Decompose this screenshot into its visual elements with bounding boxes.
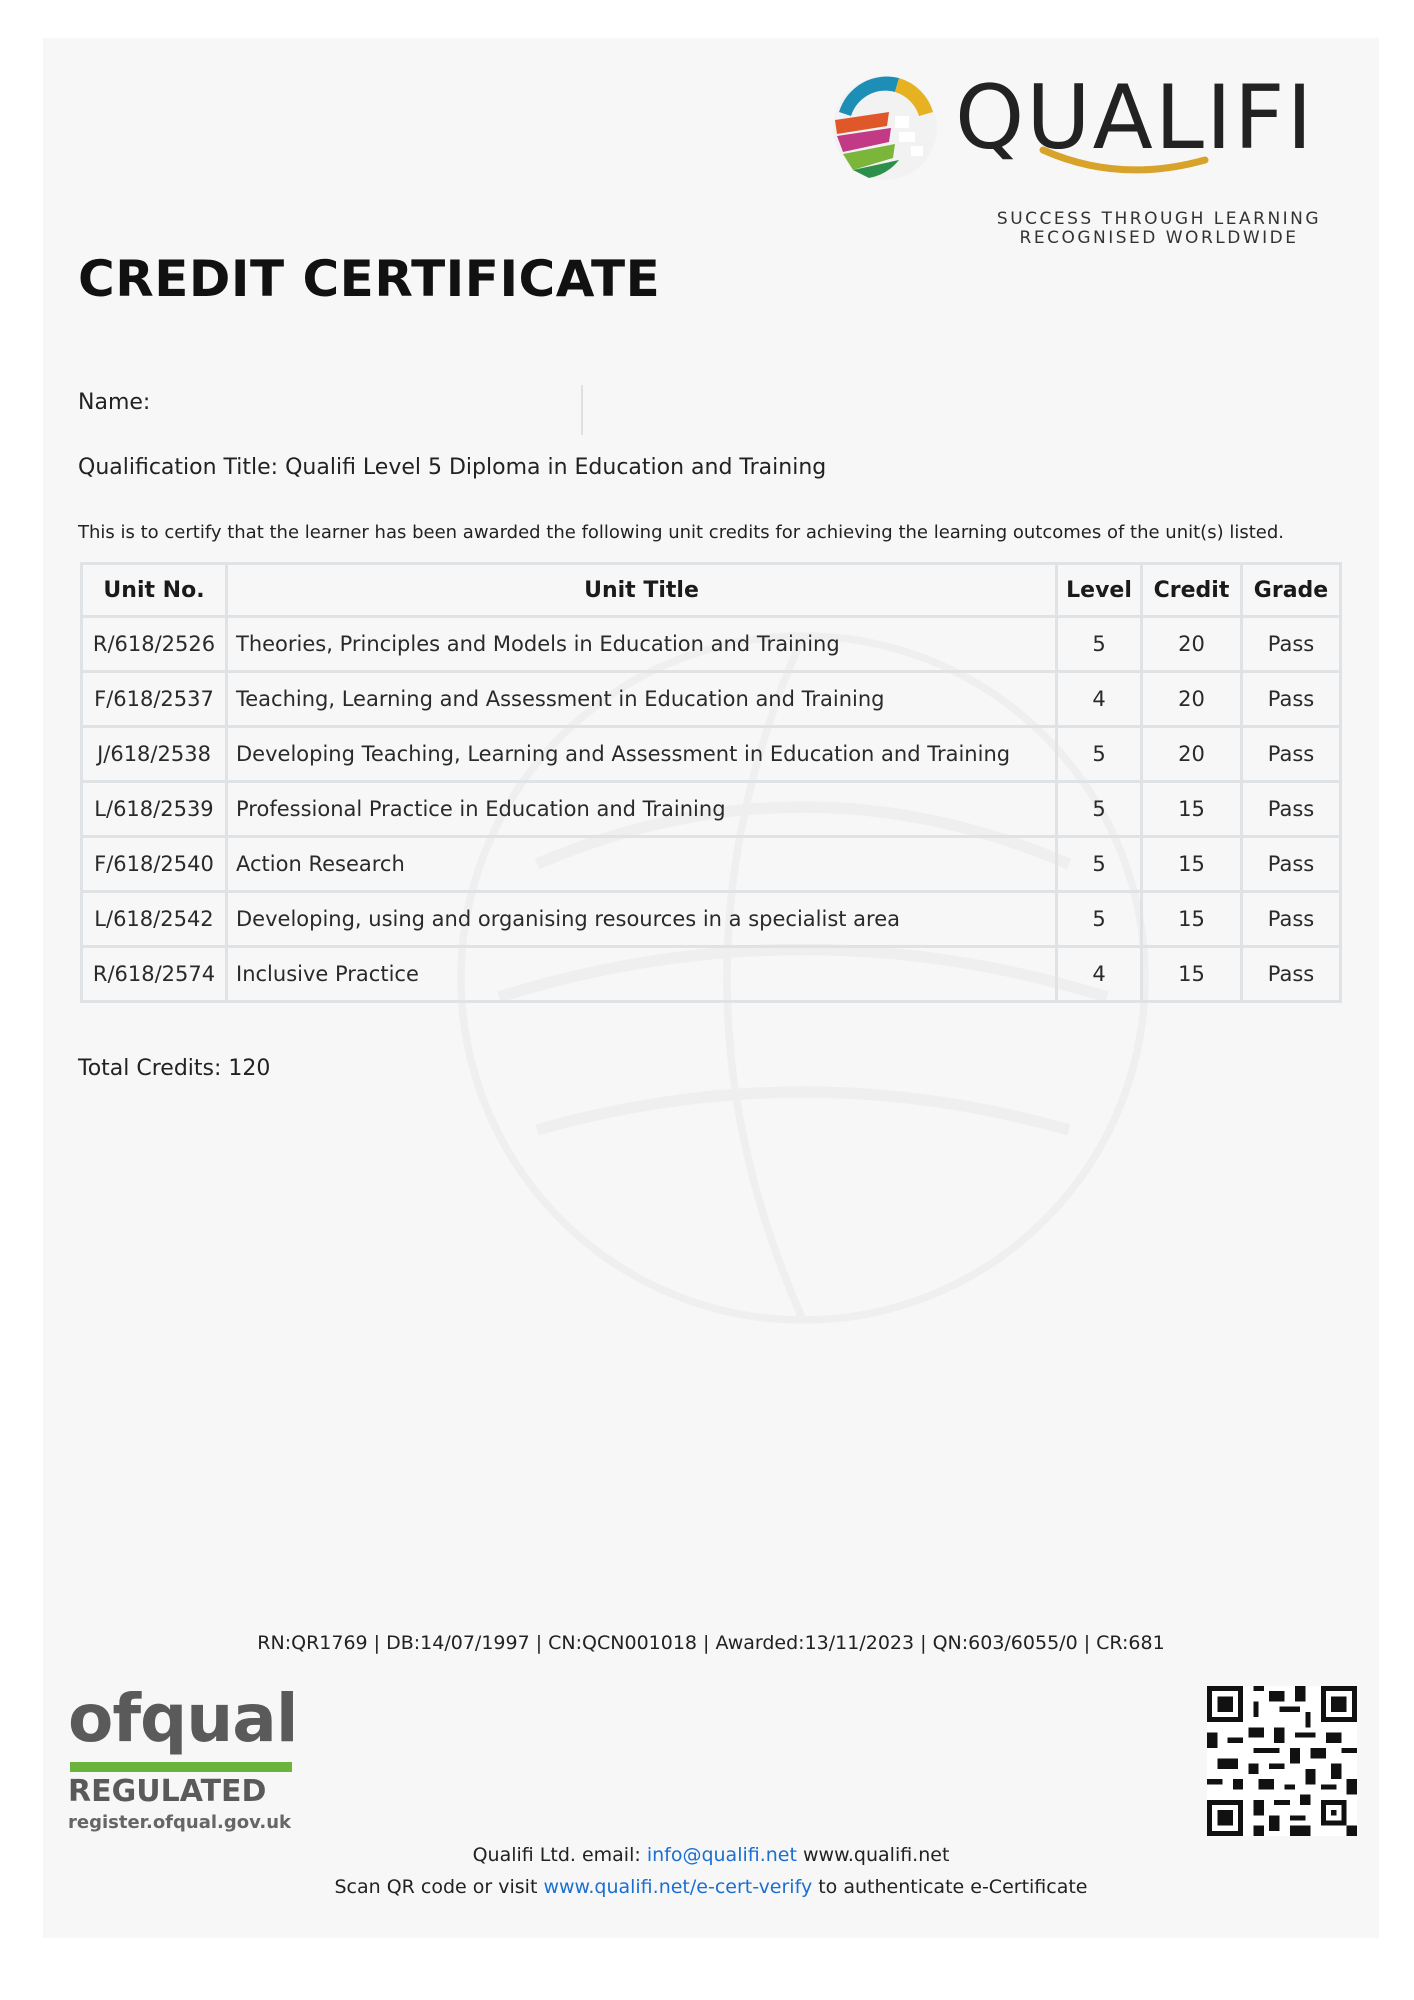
brand-swoosh	[1039, 142, 1209, 182]
level-cell: 4	[1057, 947, 1142, 1002]
qualification-label: Qualification Title:	[78, 455, 279, 480]
unit-title-cell: Teaching, Learning and Assessment in Education and Training	[227, 672, 1057, 727]
header-credit: Credit	[1142, 564, 1242, 617]
brand-name: QUALIFI	[955, 66, 1315, 169]
table-row	[82, 782, 1341, 837]
level-cell: 5	[1057, 727, 1142, 782]
level-cell: 5	[1057, 837, 1142, 892]
table-row	[82, 672, 1341, 727]
footer-verify	[43, 1876, 1379, 1898]
certification-statement: This is to certify that the learner has been awarded the following unit credits for achieving the learning outcomes of the unit(s) listed.	[78, 522, 1284, 543]
units-table	[80, 562, 1342, 1003]
name-field-divider	[581, 385, 583, 435]
table-row	[82, 727, 1341, 782]
name-label: Name:	[78, 390, 151, 415]
tagline-line-2: RECOGNISED WORLDWIDE	[1019, 228, 1299, 248]
unit-no-cell: R/618/2526	[82, 617, 227, 672]
header-grade: Grade	[1242, 564, 1341, 617]
ofqual-logo	[68, 1680, 308, 1834]
table-row	[82, 947, 1341, 1002]
grade-cell: Pass	[1242, 947, 1341, 1002]
credit-cell: 15	[1142, 947, 1242, 1002]
footer-contact-prefix: Qualifi Ltd. email:	[472, 1844, 641, 1866]
level-cell: 4	[1057, 672, 1142, 727]
ofqual-register-url: register.ofqual.gov.uk	[68, 1812, 292, 1833]
footer-verify-suffix: to authenticate e-Certificate	[818, 1876, 1088, 1898]
website-text: www.qualifi.net	[803, 1844, 950, 1866]
grade-cell: Pass	[1242, 672, 1341, 727]
registration-details: RN:QR1769 | DB:14/07/1997 | CN:QCN001018 | Awarded:13/11/2023 | QN:603/6055/0 | CR:681	[257, 1632, 1165, 1654]
unit-title-cell: Developing Teaching, Learning and Assessment in Education and Training	[227, 727, 1057, 782]
header-level: Level	[1057, 564, 1142, 617]
credit-cell: 20	[1142, 672, 1242, 727]
qualification-line	[78, 455, 826, 480]
level-cell: 5	[1057, 892, 1142, 947]
level-cell: 5	[1057, 782, 1142, 837]
footer-verify-prefix: Scan QR code or visit	[334, 1876, 538, 1898]
table-row	[82, 837, 1341, 892]
header-unit-title: Unit Title	[227, 564, 1057, 617]
unit-title-cell: Developing, using and organising resources in a specialist area	[227, 892, 1057, 947]
credit-cell: 20	[1142, 617, 1242, 672]
ofqual-green-bar	[70, 1762, 292, 1772]
ofqual-regulated: REGULATED	[68, 1774, 267, 1809]
qualification-value: Qualifi Level 5 Diploma in Education and Training	[285, 455, 827, 480]
unit-title-cell: Theories, Principles and Models in Education and Training	[227, 617, 1057, 672]
table-row	[82, 617, 1341, 672]
unit-no-cell: F/618/2537	[82, 672, 227, 727]
credit-cell: 15	[1142, 892, 1242, 947]
brand-tagline	[989, 210, 1329, 248]
level-cell: 5	[1057, 617, 1142, 672]
credit-cell: 15	[1142, 782, 1242, 837]
verify-link[interactable]: www.qualifi.net/e-cert-verify	[543, 1876, 813, 1898]
total-credits: Total Credits: 120	[78, 1056, 271, 1081]
credit-cell: 15	[1142, 837, 1242, 892]
unit-no-cell: L/618/2539	[82, 782, 227, 837]
unit-title-cell: Action Research	[227, 837, 1057, 892]
tagline-line-1: SUCCESS THROUGH LEARNING	[996, 209, 1322, 229]
name-line	[78, 390, 437, 415]
globe-icon	[829, 72, 941, 184]
unit-no-cell: L/618/2542	[82, 892, 227, 947]
grade-cell: Pass	[1242, 617, 1341, 672]
credit-cell: 20	[1142, 727, 1242, 782]
table-row	[82, 892, 1341, 947]
header-unit-no: Unit No.	[82, 564, 227, 617]
ofqual-wordmark: ofqual	[68, 1680, 298, 1757]
grade-cell: Pass	[1242, 837, 1341, 892]
grade-cell: Pass	[1242, 782, 1341, 837]
unit-title-cell: Professional Practice in Education and Training	[227, 782, 1057, 837]
qualifi-logo	[829, 66, 1349, 248]
unit-title-cell: Inclusive Practice	[227, 947, 1057, 1002]
certificate-sheet	[43, 38, 1379, 1938]
email-link[interactable]: info@qualifi.net	[646, 1844, 797, 1866]
unit-no-cell: R/618/2574	[82, 947, 227, 1002]
qr-code-icon[interactable]	[1207, 1686, 1357, 1836]
footer-contact	[43, 1844, 1379, 1866]
grade-cell: Pass	[1242, 727, 1341, 782]
table-header-row	[82, 564, 1341, 617]
unit-no-cell: J/618/2538	[82, 727, 227, 782]
document-title: CREDIT CERTIFICATE	[78, 250, 661, 308]
unit-no-cell: F/618/2540	[82, 837, 227, 892]
grade-cell: Pass	[1242, 892, 1341, 947]
